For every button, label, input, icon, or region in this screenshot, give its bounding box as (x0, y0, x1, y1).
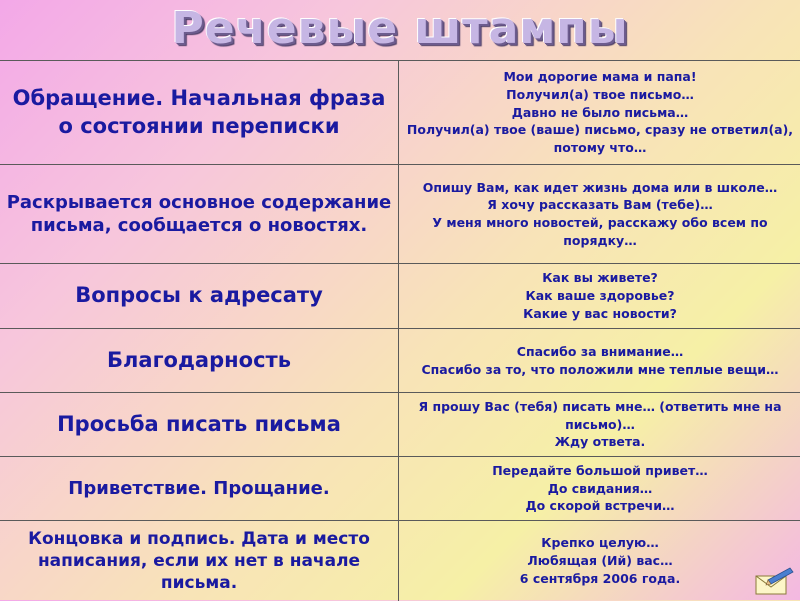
table-row (0, 61, 800, 165)
row-heading: Концовка и подпись. Дата и место написания, если их нет в начале письма. (0, 521, 399, 601)
example-line: Как ваше здоровье? (525, 288, 675, 304)
row-heading: Приветствие. Прощание. (0, 457, 399, 520)
example-line: Опишу Вам, как идет жизнь дома или в школе… (422, 179, 778, 195)
row-examples (400, 457, 800, 520)
table-row (0, 393, 800, 457)
example-line: Получил(а) твое (ваше) письмо, сразу не ответил(а), потому что… (406, 122, 794, 156)
table-row (0, 264, 800, 329)
speech-clichés-table (0, 60, 800, 600)
table-row (0, 521, 800, 601)
row-examples (400, 329, 800, 392)
row-examples (400, 264, 800, 328)
page-title: Речевые штампы (171, 3, 629, 54)
row-heading: Благодарность (0, 329, 399, 392)
row-examples (400, 521, 800, 601)
example-line: Передайте большой привет… (492, 462, 708, 478)
row-examples (400, 165, 800, 263)
example-line: До свидания… (547, 480, 653, 496)
table-row (0, 457, 800, 521)
example-line: Любящая (Ий) вас… (527, 553, 673, 569)
row-examples (400, 393, 800, 456)
example-line: Получил(а) твое письмо… (506, 86, 694, 102)
example-line: У меня много новостей, расскажу обо всем по порядку… (432, 215, 768, 248)
row-heading: Раскрывается основное содержание письма, сообщается о новостях. (0, 165, 399, 263)
table-row (0, 165, 800, 264)
example-line: Как вы живете? (542, 270, 658, 286)
example-line: Мои дорогие мама и папа! (503, 69, 697, 85)
example-line: Я хочу рассказать Вам (тебе)… (487, 197, 713, 213)
example-line: Жду ответа. (554, 434, 646, 450)
example-line: Какие у вас новости? (523, 305, 677, 321)
envelope-pencil-icon (754, 566, 794, 596)
table-row (0, 329, 800, 393)
example-line: Спасибо за то, что положили мне теплые вещи… (421, 361, 779, 377)
example-line: Крепко целую… (541, 535, 659, 551)
example-line: 6 сентября 2006 года. (519, 570, 681, 586)
example-line: До скорой встречи… (525, 498, 675, 514)
example-line: Я прошу Вас (тебя) писать мне… (ответить мне на письмо)… (418, 398, 782, 432)
example-line: Давно не было письма… (511, 104, 689, 120)
example-line: Спасибо за внимание… (516, 343, 684, 359)
row-heading: Просьба писать письма (0, 393, 399, 456)
row-heading: Обращение. Начальная фраза о состоянии переписки (0, 61, 399, 164)
row-examples (400, 61, 800, 164)
row-heading: Вопросы к адресату (0, 264, 399, 328)
